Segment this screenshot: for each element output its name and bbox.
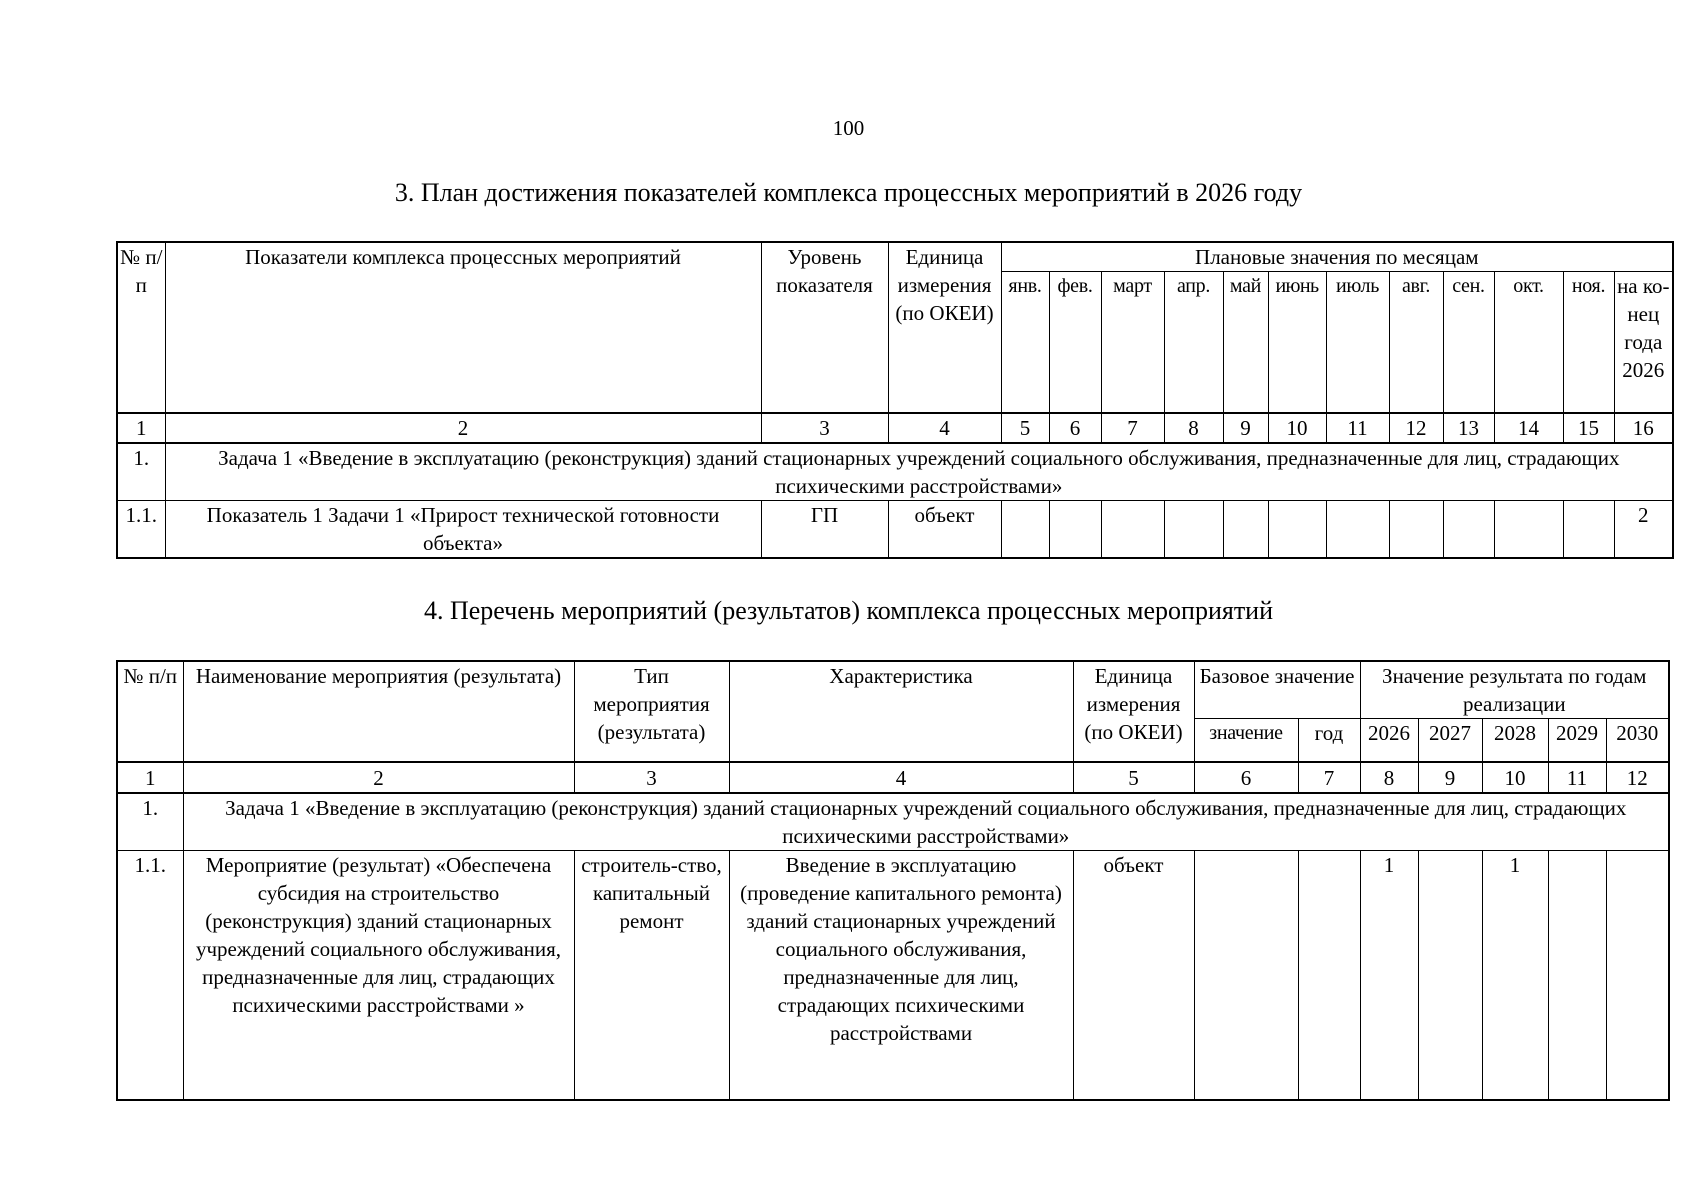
header-planned: Плановые значения по месяцам: [1001, 242, 1673, 272]
header-num: № п/п: [117, 661, 183, 762]
indicator-month-value: [1268, 501, 1326, 559]
table2-column-numbers: [117, 762, 1669, 793]
activity-base-value: [1194, 851, 1298, 1101]
table1-header-row-1: [117, 242, 1673, 272]
table1-task-row: [117, 443, 1673, 501]
header-year: 2028: [1482, 719, 1548, 763]
activity-year-value: 1: [1360, 851, 1418, 1101]
indicator-unit: объект: [888, 501, 1001, 559]
column-number: 10: [1268, 413, 1326, 443]
header-month: апр.: [1164, 272, 1223, 414]
table1-indicator-row: [117, 501, 1673, 559]
header-year: 2027: [1418, 719, 1482, 763]
column-number: 4: [729, 762, 1073, 793]
indicator-month-value: [1223, 501, 1268, 559]
indicator-month-value: [1326, 501, 1389, 559]
activity-type: строитель-ство, капитальный ремонт: [574, 851, 729, 1101]
indicator-level: ГП: [761, 501, 888, 559]
column-number: 13: [1443, 413, 1494, 443]
task-num: 1.: [117, 443, 165, 501]
activities-table: [116, 660, 1670, 1101]
header-month: фев.: [1049, 272, 1101, 414]
column-number: 16: [1614, 413, 1673, 443]
header-year: 2026: [1360, 719, 1418, 763]
header-name: Наименование мероприятия (результата): [183, 661, 574, 762]
indicator-name: Показатель 1 Задачи 1 «Прирост технической готовности объекта»: [165, 501, 761, 559]
header-year-end: на ко-нец года 2026: [1614, 272, 1673, 414]
table1-column-numbers: [117, 413, 1673, 443]
indicator-month-value: [1164, 501, 1223, 559]
header-characteristic: Характеристика: [729, 661, 1073, 762]
task-num: 1.: [117, 793, 183, 851]
column-number: 12: [1606, 762, 1669, 793]
header-base: Базовое значение: [1194, 661, 1360, 719]
section3-title: 3. План достижения показателей комплекса процессных мероприятий в 2026 году: [394, 178, 1303, 207]
indicator-month-value: [1101, 501, 1164, 559]
header-month: янв.: [1001, 272, 1049, 414]
column-number: 15: [1563, 413, 1614, 443]
task-text: Задача 1 «Введение в эксплуатацию (реконструкция) зданий стационарных учреждений социального обслуживания, предназначенные для лиц, страдающих психическими расстройствами»: [183, 793, 1669, 851]
activity-unit: объект: [1073, 851, 1194, 1101]
header-month: июль: [1326, 272, 1389, 414]
column-number: 7: [1298, 762, 1360, 793]
column-number: 12: [1389, 413, 1443, 443]
indicator-year-end-value: 2: [1614, 501, 1673, 559]
page-number: 100: [832, 116, 865, 140]
indicator-month-value: [1001, 501, 1049, 559]
column-number: 4: [888, 413, 1001, 443]
column-number: 3: [761, 413, 888, 443]
column-number: 9: [1418, 762, 1482, 793]
column-number: 11: [1548, 762, 1606, 793]
header-year: 2029: [1548, 719, 1606, 763]
column-number: 2: [183, 762, 574, 793]
header-month: май: [1223, 272, 1268, 414]
indicator-month-value: [1494, 501, 1563, 559]
activity-num: 1.1.: [117, 851, 183, 1101]
header-month: март: [1101, 272, 1164, 414]
column-number: 5: [1073, 762, 1194, 793]
header-month: ноя.: [1563, 272, 1614, 414]
table2-activity-row: [117, 851, 1669, 1101]
column-number: 14: [1494, 413, 1563, 443]
header-level: Уровень показателя: [761, 242, 888, 413]
activity-year-value: [1606, 851, 1669, 1101]
indicator-month-value: [1389, 501, 1443, 559]
activity-base-year: [1298, 851, 1360, 1101]
header-month: окт.: [1494, 272, 1563, 414]
column-number: 7: [1101, 413, 1164, 443]
column-number: 6: [1194, 762, 1298, 793]
column-number: 10: [1482, 762, 1548, 793]
indicator-month-value: [1049, 501, 1101, 559]
table2-task-row: [117, 793, 1669, 851]
header-base-value: значение: [1194, 719, 1298, 763]
header-base-year: год: [1298, 719, 1360, 763]
activity-year-value: [1418, 851, 1482, 1101]
column-number: 5: [1001, 413, 1049, 443]
activity-year-value: [1548, 851, 1606, 1101]
header-indicator: Показатели комплекса процессных мероприятий: [165, 242, 761, 413]
column-number: 2: [165, 413, 761, 443]
task-text: Задача 1 «Введение в эксплуатацию (реконструкция) зданий стационарных учреждений социального обслуживания, предназначенные для лиц, страдающих психическими расстройствами»: [165, 443, 1673, 501]
header-unit: Единица измерения (по ОКЕИ): [1073, 661, 1194, 762]
header-num: № п/п: [117, 242, 165, 413]
header-type: Тип мероприятия (результата): [574, 661, 729, 762]
indicator-num: 1.1.: [117, 501, 165, 559]
indicators-plan-table: [116, 241, 1674, 559]
header-month: сен.: [1443, 272, 1494, 414]
column-number: 6: [1049, 413, 1101, 443]
header-result-values: Значение результата по годам реализации: [1360, 661, 1669, 719]
section4-title: 4. Перечень мероприятий (результатов) комплекса процессных мероприятий: [423, 596, 1274, 625]
column-number: 3: [574, 762, 729, 793]
activity-name: Мероприятие (результат) «Обеспечена субсидия на строительство (реконструкция) зданий стационарных учреждений социального обслуживания, предназначенные для лиц, страдающих психическими расстройствами »: [183, 851, 574, 1101]
column-number: 8: [1360, 762, 1418, 793]
column-number: 1: [117, 413, 165, 443]
column-number: 8: [1164, 413, 1223, 443]
activity-characteristic: Введение в эксплуатацию (проведение капитального ремонта) зданий стационарных учреждений социального обслуживания, предназначенные для лиц, страдающих психическими расстройствами: [729, 851, 1073, 1101]
header-unit: Единица измерения (по ОКЕИ): [888, 242, 1001, 413]
column-number: 9: [1223, 413, 1268, 443]
activity-year-value: 1: [1482, 851, 1548, 1101]
header-month: июнь: [1268, 272, 1326, 414]
column-number: 1: [117, 762, 183, 793]
indicator-month-value: [1563, 501, 1614, 559]
header-year: 2030: [1606, 719, 1669, 763]
table2-header-row-1: [117, 661, 1669, 719]
header-month: авг.: [1389, 272, 1443, 414]
column-number: 11: [1326, 413, 1389, 443]
indicator-month-value: [1443, 501, 1494, 559]
